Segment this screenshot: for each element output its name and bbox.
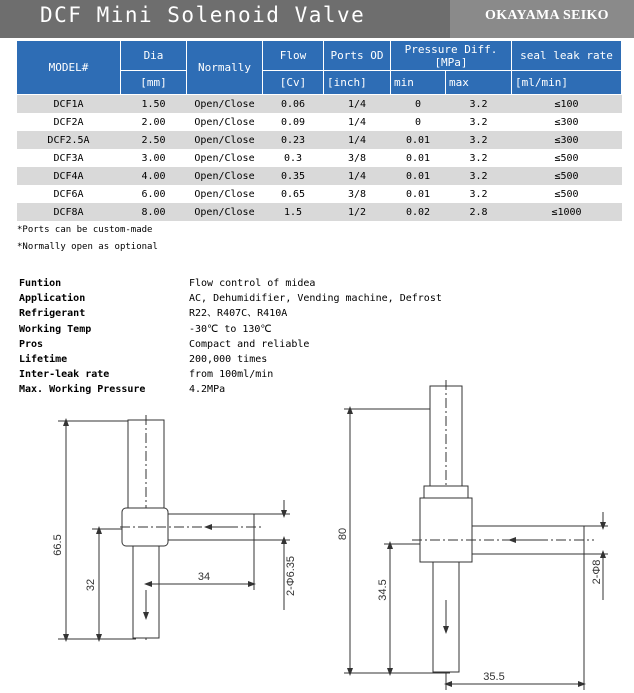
cell-seal: ≤500: [554, 188, 579, 200]
right-valve-drawing: [344, 380, 608, 690]
cell-normally: Open/Close: [187, 203, 263, 221]
left-dim-height: 66.5: [52, 534, 64, 556]
property-key: Pros: [19, 338, 44, 350]
cell-pmin: 0.01: [405, 152, 431, 164]
cell-pmin: 0.01: [391, 131, 446, 149]
cell-ports: 1/4: [324, 167, 391, 185]
cell-model: DCF8A: [17, 203, 121, 221]
right-dim-dia: 2-Φ8: [591, 559, 603, 585]
col-header-flow: Flow: [263, 41, 324, 71]
cell-seal: ≤300: [554, 116, 579, 128]
cell-ports: 1/4: [324, 131, 391, 149]
col-subheader-dia: [mm]: [121, 71, 187, 95]
left-dim-length: 34: [197, 571, 211, 583]
cell-pmin: 0.02: [391, 203, 446, 221]
cell-model: DCF4A: [17, 167, 121, 185]
col-header-pressure: Pressure Diff.[MPa]: [391, 41, 512, 71]
property-value: -30℃ to 130℃: [189, 323, 272, 335]
cell-ports: 1/4: [324, 95, 391, 114]
property-value: R22、R407C、R410A: [189, 308, 288, 320]
left-dim-dia: 2-Φ6.35: [285, 556, 297, 596]
cell-pmax: 3.2: [446, 167, 512, 185]
cell-model: DCF2.5A: [17, 131, 121, 149]
cell-flow: 0.35: [263, 167, 324, 185]
property-value: 4.2MPa: [189, 384, 226, 396]
cell-pmin: 0: [391, 95, 446, 114]
cell-normally: Open/Close: [187, 95, 263, 114]
cell-flow: 1.5: [263, 203, 324, 221]
cell-model: DCF6A: [53, 188, 84, 200]
property-value: AC, Dehumidifier, Vending machine, Defrost: [189, 293, 442, 305]
col-subheader-ports: [inch]: [324, 71, 391, 95]
cell-seal: ≤1000: [512, 203, 622, 221]
col-header-normally: Normally: [187, 41, 263, 95]
property-key: Refrigerant: [19, 308, 86, 320]
cell-seal: ≤300: [512, 131, 622, 149]
cell-pmax: 3.2: [446, 95, 512, 114]
note-ports: *Ports can be custom-made: [17, 225, 153, 235]
cell-flow: 0.23: [263, 131, 324, 149]
property-value: Compact and reliable: [189, 338, 310, 350]
left-dim-lower: 32: [85, 578, 97, 592]
cell-pmax: 3.2: [469, 116, 488, 128]
property-key: Max. Working Pressure: [19, 384, 146, 396]
cell-ports: 3/8: [347, 152, 367, 164]
right-dim-lower: 34.5: [377, 579, 389, 601]
cell-dia: 8.00: [121, 203, 187, 221]
property-key: Lifetime: [19, 354, 68, 366]
col-subheader-pmin: min: [391, 71, 446, 95]
cell-pmax: 3.2: [446, 131, 512, 149]
cell-dia: 4.00: [121, 167, 187, 185]
cell-flow: 0.3: [283, 152, 303, 164]
cell-dia: 2.00: [141, 116, 166, 128]
cell-ports: 1/4: [347, 116, 367, 128]
cell-flow: 0.06: [263, 95, 324, 114]
left-valve-drawing: [58, 415, 290, 640]
cell-normally: Open/Close: [187, 167, 263, 185]
cell-dia: 3.00: [141, 152, 166, 164]
cell-normally: Open/Close: [194, 152, 255, 164]
col-header-seal: seal leak rate: [512, 41, 622, 71]
col-header-ports: Ports OD: [324, 41, 391, 71]
cell-seal: ≤100: [512, 95, 622, 114]
cell-normally: Open/Close: [187, 131, 263, 149]
col-subheader-flow: [Cv]: [263, 71, 324, 95]
cell-dia: 2.50: [121, 131, 187, 149]
cell-seal: ≤500: [512, 167, 622, 185]
property-key: Application: [19, 293, 86, 305]
property-value: Flow control of midea: [189, 278, 316, 289]
col-subheader-seal: [ml/min]: [512, 71, 622, 95]
cell-pmin: 0: [414, 116, 422, 128]
cell-ports: 3/8: [347, 188, 367, 200]
cell-model: DCF1A: [17, 95, 121, 114]
cell-normally: Open/Close: [194, 116, 255, 128]
cell-pmin: 0.01: [391, 167, 446, 185]
brand-logo-text: OKAYAMA SEIKO: [485, 8, 609, 23]
cell-model: DCF3A: [53, 152, 84, 164]
property-key: Working Temp: [19, 323, 92, 335]
cell-pmin: 0.01: [405, 188, 431, 200]
right-dim-length: 35.5: [483, 671, 505, 683]
property-key: Inter-leak rate: [19, 369, 110, 381]
note-normally: *Normally open as optional: [17, 242, 158, 252]
cell-pmax: 3.2: [469, 188, 488, 200]
right-dim-height: 80: [337, 527, 349, 541]
cell-flow: 0.65: [280, 188, 306, 200]
col-subheader-pmax: max: [446, 71, 512, 95]
cell-pmax: 2.8: [446, 203, 512, 221]
property-key: Funtion: [19, 278, 62, 289]
cell-model: DCF2A: [53, 116, 84, 128]
cell-normally: Open/Close: [194, 188, 255, 200]
cell-ports: 1/2: [324, 203, 391, 221]
cell-flow: 0.09: [280, 116, 306, 128]
cell-dia: 6.00: [141, 188, 166, 200]
col-header-model: MODEL#: [17, 41, 121, 95]
cell-seal: ≤500: [554, 152, 579, 164]
page-title: DCF Mini Solenoid Valve: [40, 3, 366, 27]
cell-dia: 1.50: [121, 95, 187, 114]
col-header-dia: Dia: [121, 41, 187, 71]
property-value: 200,000 times: [189, 354, 268, 366]
property-value: from 100ml/min: [189, 369, 274, 381]
cell-pmax: 3.2: [469, 152, 488, 164]
